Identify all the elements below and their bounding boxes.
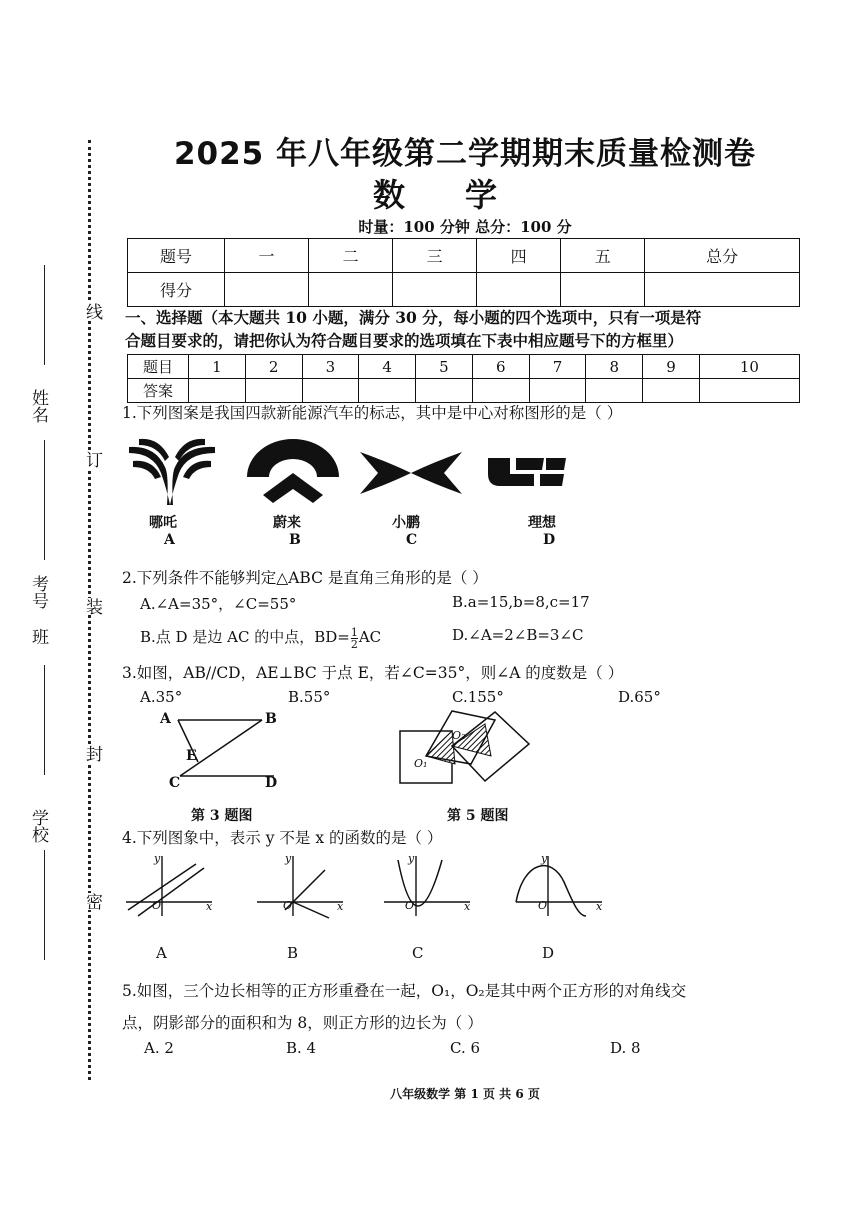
section1-heading-line1: 一、选择题（本大题共 10 小题，满分 30 分，每小题的四个选项中，只有一项是符 [125,308,702,327]
q5-figure-o2: O₂ [452,729,466,742]
field-class-label: 班 [28,628,48,645]
q3-option-a: A.35° [140,688,183,706]
binding-char-feng: 封 [80,745,105,762]
q2-option-d: D.∠A=2∠B=3∠C [452,626,584,644]
q5-figure [395,708,545,788]
score-header: 一 [225,239,309,273]
page-footer: 八年级数学 第 1 页 共 6 页 [390,1087,540,1101]
score-header: 题号 [128,239,225,273]
logo-xpeng [358,448,464,498]
answer-number: 3 [302,355,359,379]
answer-number: 9 [643,355,700,379]
q5-caption: 第 5 题图 [447,808,509,824]
field-school-line [44,850,45,960]
field-class-line [44,665,45,775]
logo-name-b: 蔚来 [273,515,301,531]
logo-letter-c: C [406,532,418,548]
answer-cell[interactable] [416,379,473,403]
q3-point-d: D [265,775,278,791]
score-header: 三 [393,239,477,273]
q3-point-a: A [160,711,171,727]
q3-point-b: B [265,711,277,727]
q2-option-c [140,626,381,650]
answer-cell[interactable] [189,379,246,403]
answer-number: 10 [699,355,799,379]
answer-cell[interactable] [359,379,416,403]
q5-stem-line1: 5.如图，三个边长相等的正方形重叠在一起，O₁，O₂是其中两个正方形的对角线交 [122,982,687,1000]
score-cell[interactable] [561,273,645,307]
q4-letter-c: C [412,944,424,962]
binding-char-zhuang: 装 [80,598,105,615]
score-cell[interactable] [393,273,477,307]
q2-option-c-text: B.点 D 是边 AC 的中点，BD= [140,628,350,646]
logo-letter-b: B [289,532,301,548]
answer-cell[interactable] [529,379,586,403]
score-cell[interactable] [645,273,800,307]
answer-number: 8 [586,355,643,379]
answer-cell[interactable] [586,379,643,403]
q4-c-y-label: y [408,852,415,865]
q4-graph-c [380,852,476,920]
score-cell[interactable] [309,273,393,307]
q4-c-origin: O [405,899,415,912]
q4-letter-a: A [156,944,167,962]
score-cell[interactable] [477,273,561,307]
time-info: 时量：100 分钟 总分：100 分 [358,218,572,236]
field-examno-line [44,440,45,560]
answer-cell[interactable] [643,379,700,403]
logo-name-c: 小鹏 [392,515,420,531]
q3-point-e: E [186,748,197,764]
q4-b-y-label: y [285,852,292,865]
answer-cell[interactable] [472,379,529,403]
field-examno-label: 考号 [28,575,48,609]
q4-b-origin: O [283,899,293,912]
binding-char-ding: 订 [80,451,105,468]
answer-row-label: 答案 [128,379,189,403]
answer-table [127,354,800,403]
answer-header-label: 题目 [128,355,189,379]
logo-nezha [125,435,220,510]
logo-name-d: 理想 [528,515,556,531]
q2-option-a: A.∠A=35°，∠C=55° [140,595,297,613]
answer-number: 2 [245,355,302,379]
field-name-line [44,265,45,365]
answer-cell[interactable] [245,379,302,403]
section1-heading-line2: 合题目要求的，请把你认为符合题目要求的选项填在下表中相应题号下的方框里） [125,331,684,350]
q5-option-d: D. 8 [610,1039,641,1057]
answer-cell[interactable] [302,379,359,403]
subject-title: 数学 [372,176,557,214]
logo-letter-a: A [164,532,175,548]
score-header: 二 [309,239,393,273]
fraction-numerator: 1 [350,625,358,639]
q4-d-x-label: x [596,900,603,913]
fraction [351,627,358,650]
q3-caption: 第 3 题图 [191,808,253,824]
logo-letter-d: D [543,532,556,548]
q4-a-x-label: x [206,900,213,913]
score-cell[interactable] [225,273,309,307]
q4-stem: 4.下列图象中，表示 y 不是 x 的函数的是（ ） [122,829,443,847]
q2-option-b: B.a=15,b=8,c=17 [452,593,590,611]
answer-number: 7 [529,355,586,379]
q4-b-x-label: x [337,900,344,913]
q4-c-x-label: x [464,900,471,913]
q2-option-c-tail: AC [358,628,382,646]
q4-d-origin: O [538,899,548,912]
logo-nio [243,437,343,509]
score-header: 五 [561,239,645,273]
q3-stem: 3.如图，AB//CD，AE⊥BC 于点 E，若∠C=35°，则∠A 的度数是（ ） [122,664,624,682]
q4-a-origin: O [152,899,162,912]
q5-option-c: C. 6 [450,1039,481,1057]
answer-number: 1 [189,355,246,379]
q3-option-c: C.155° [452,688,504,706]
q4-letter-b: B [287,944,299,962]
q3-option-d: D.65° [618,688,661,706]
logo-name-a: 哪吒 [149,515,177,531]
q4-graph-a [122,852,218,920]
q4-letter-d: D [542,944,555,962]
score-row-label: 得分 [128,273,225,307]
q3-point-c: C [169,775,181,791]
q3-option-b: B.55° [288,688,331,706]
answer-cell[interactable] [699,379,799,403]
q4-a-y-label: y [154,852,161,865]
logo-lixiang [484,452,570,492]
q5-option-a: A. 2 [144,1039,174,1057]
q5-figure-o1: O₁ [414,757,428,770]
fraction-denominator: 2 [350,637,358,651]
answer-number: 6 [472,355,529,379]
q4-d-y-label: y [541,852,548,865]
answer-number: 5 [416,355,473,379]
q5-stem-line2: 点，阴影部分的面积和为 8，则正方形的边长为（ ） [122,1014,483,1032]
binding-char-xian: 线 [80,303,105,320]
answer-number: 4 [359,355,416,379]
q5-option-b: B. 4 [286,1039,317,1057]
q4-graph-b [253,852,349,920]
q2-stem: 2.下列条件不能够判定△ABC 是直角三角形的是（ ） [122,569,488,587]
score-table [127,238,800,307]
field-name-label: 姓名 [28,389,48,423]
q1-stem: 1.下列图案是我国四款新能源汽车的标志，其中是中心对称图形的是（ ） [122,404,623,422]
page-title: 2025 年八年级第二学期期末质量检测卷 [173,136,757,172]
score-header: 四 [477,239,561,273]
score-header: 总分 [645,239,800,273]
q4-graph-d [512,852,608,920]
field-school-label: 学校 [28,809,48,843]
binding-char-mi: 密 [80,893,105,910]
